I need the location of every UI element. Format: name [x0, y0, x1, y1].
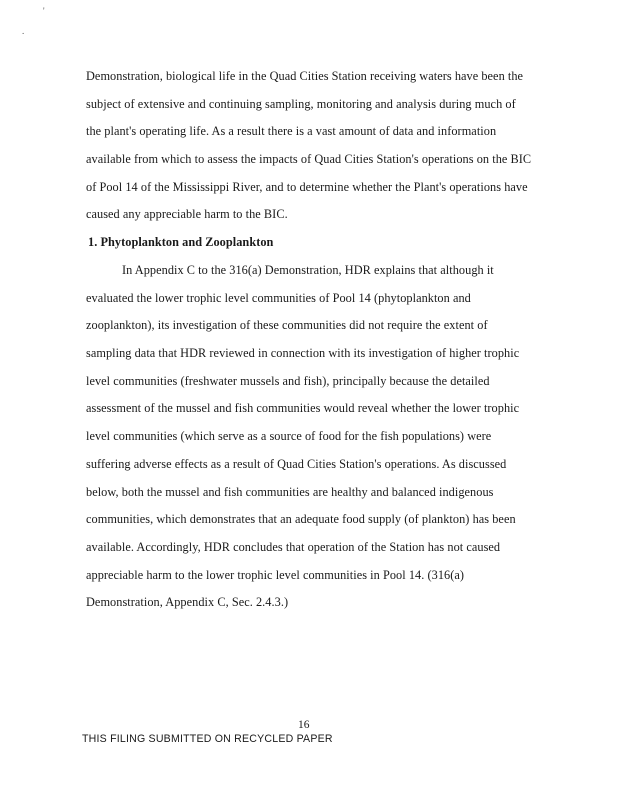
body-line: available from which to assess the impacts of Quad Cities Station's operations on the BIC [86, 152, 532, 166]
page-number: 16 [298, 719, 310, 731]
scan-mark: ' [43, 6, 45, 16]
body-line: caused any appreciable harm to the BIC. [86, 207, 288, 221]
body-line: Demonstration, Appendix C, Sec. 2.4.3.) [86, 595, 289, 609]
body-line: appreciable harm to the lower trophic level communities in Pool 14. (316(a) [86, 568, 465, 582]
body-line: subject of extensive and continuing sampling, monitoring and analysis during much of [86, 97, 516, 111]
body-line: sampling data that HDR reviewed in connection with its investigation of higher trophic [86, 346, 520, 360]
body-line: zooplankton), its investigation of these communities did not require the extent of [86, 318, 488, 332]
section-heading: 1. Phytoplankton and Zooplankton [88, 235, 274, 249]
body-line: of Pool 14 of the Mississippi River, and to determine whether the Plant's operations have [86, 180, 528, 194]
scan-mark: . [22, 26, 25, 36]
body-line: In Appendix C to the 316(a) Demonstration, HDR explains that although it [122, 263, 494, 277]
body-line: communities, which demonstrates that an adequate food supply (of plankton) has been [86, 512, 516, 526]
body-line: the plant's operating life. As a result there is a vast amount of data and information [86, 124, 497, 138]
body-line: evaluated the lower trophic level communities of Pool 14 (phytoplankton and [86, 291, 471, 305]
body-line: suffering adverse effects as a result of Quad Cities Station's operations. As discussed [86, 457, 507, 471]
body-line: level communities (which serve as a source of food for the fish populations) were [86, 429, 492, 443]
body-line: level communities (freshwater mussels and fish), principally because the detailed [86, 374, 490, 388]
body-line: assessment of the mussel and fish communities would reveal whether the lower trophic [86, 401, 520, 415]
footer-text: THIS FILING SUBMITTED ON RECYCLED PAPER [82, 733, 333, 745]
body-line: Demonstration, biological life in the Quad Cities Station receiving waters have been the [86, 69, 524, 83]
body-line: below, both the mussel and fish communities are healthy and balanced indigenous [86, 485, 494, 499]
body-line: available. Accordingly, HDR concludes that operation of the Station has not caused [86, 540, 501, 554]
